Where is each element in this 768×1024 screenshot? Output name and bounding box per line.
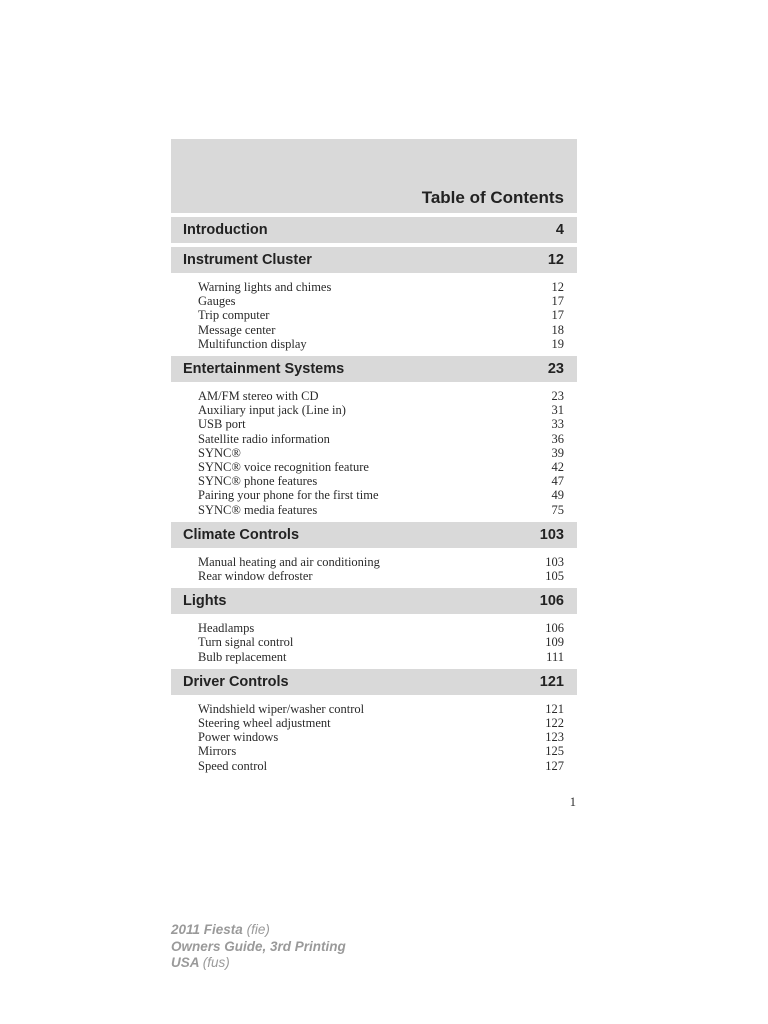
- entry-page: 31: [551, 403, 564, 418]
- entry-label: Turn signal control: [198, 635, 294, 650]
- section-title: Entertainment Systems: [183, 361, 345, 378]
- entry-label: Auxiliary input jack (Line in): [198, 403, 346, 418]
- section-page: 121: [539, 673, 564, 690]
- entry-page: 19: [551, 336, 564, 351]
- entry-label: Steering wheel adjustment: [198, 716, 331, 731]
- toc-entry[interactable]: [198, 432, 564, 446]
- entry-page: 127: [545, 758, 564, 773]
- entry-label: Pairing your phone for the first time: [198, 488, 379, 503]
- toc-entry[interactable]: [198, 280, 564, 294]
- entry-page: 111: [546, 649, 564, 664]
- footer-model: 2011 Fiesta: [171, 922, 243, 937]
- document-footer: [171, 922, 346, 972]
- toc-entry[interactable]: [198, 403, 564, 417]
- footer-line-model: [171, 922, 346, 939]
- entry-label: Mirrors: [198, 744, 237, 759]
- section-page: 12: [547, 252, 564, 268]
- entry-label: Headlamps: [198, 621, 255, 636]
- entry-label: SYNC® voice recognition feature: [198, 460, 369, 475]
- entry-page: 17: [551, 294, 564, 309]
- page-number: 1: [569, 795, 576, 809]
- entry-page: 122: [545, 716, 564, 731]
- toc-entry[interactable]: [198, 474, 564, 488]
- section-page: 23: [547, 361, 564, 378]
- toc-entry-list: [171, 618, 577, 669]
- entry-label: Message center: [198, 322, 276, 337]
- toc-entry-list: [171, 552, 577, 588]
- footer-model-code: (fie): [246, 922, 270, 937]
- entry-label: SYNC®: [198, 445, 241, 460]
- entry-page: 39: [551, 445, 564, 460]
- toc-section-header[interactable]: [171, 669, 577, 695]
- footer-line-region: [171, 955, 346, 972]
- section-page: 4: [555, 222, 564, 238]
- entry-label: Multifunction display: [198, 336, 307, 351]
- footer-region-code: (fus): [202, 955, 230, 970]
- entry-label: Bulb replacement: [198, 649, 287, 664]
- entry-label: Windshield wiper/washer control: [198, 701, 365, 716]
- toc-entry[interactable]: [198, 389, 564, 403]
- toc-header-band: [171, 139, 577, 213]
- toc-entry[interactable]: [198, 621, 564, 635]
- footer-line-guide: [171, 939, 346, 956]
- section-title: Driver Controls: [183, 673, 289, 690]
- entry-label: SYNC® media features: [198, 502, 318, 517]
- entry-page: 23: [551, 389, 564, 404]
- toc-section-header[interactable]: [171, 356, 577, 382]
- entry-label: Trip computer: [198, 308, 270, 323]
- entry-page: 49: [551, 488, 564, 503]
- entry-label: AM/FM stereo with CD: [198, 389, 319, 404]
- entry-label: Warning lights and chimes: [198, 280, 332, 294]
- toc-entry-list: [171, 386, 577, 522]
- toc-section-header[interactable]: [171, 247, 577, 273]
- footer-guide: Owners Guide, 3rd Printing: [171, 938, 346, 954]
- entry-page: 121: [545, 701, 564, 716]
- toc-section-header[interactable]: [171, 217, 577, 243]
- section-title: Climate Controls: [183, 526, 300, 543]
- entry-page: 18: [551, 322, 564, 337]
- toc-entry[interactable]: [198, 323, 564, 337]
- toc-entry[interactable]: [198, 308, 564, 322]
- section-page: 106: [539, 593, 564, 610]
- entry-label: Speed control: [198, 758, 268, 773]
- entry-label: Rear window defroster: [198, 569, 313, 584]
- toc-entry[interactable]: [198, 337, 564, 351]
- entry-page: 36: [551, 431, 564, 446]
- entry-page: 17: [551, 308, 564, 323]
- toc-entry[interactable]: [198, 730, 564, 744]
- toc-entry[interactable]: [198, 460, 564, 474]
- entry-page: 75: [551, 502, 564, 517]
- entry-label: Satellite radio information: [198, 431, 330, 446]
- section-title: Lights: [183, 593, 227, 610]
- section-title: Instrument Cluster: [183, 252, 312, 268]
- toc-entry[interactable]: [198, 635, 564, 649]
- page-title: Table of Contents: [421, 188, 564, 207]
- entry-page: 103: [545, 554, 564, 569]
- toc-entry[interactable]: [198, 446, 564, 460]
- toc-entry[interactable]: [198, 716, 564, 730]
- entry-page: 12: [551, 280, 564, 294]
- entry-page: 47: [551, 474, 564, 489]
- entry-label: SYNC® phone features: [198, 474, 318, 489]
- entry-page: 33: [551, 417, 564, 432]
- toc-entry[interactable]: [198, 417, 564, 431]
- toc-entry-list: [171, 277, 577, 356]
- toc-entry[interactable]: [198, 555, 564, 569]
- table-of-contents: [171, 217, 577, 778]
- entry-page: 109: [545, 635, 564, 650]
- section-page: 103: [539, 526, 564, 543]
- footer-region: USA: [171, 955, 200, 970]
- entry-label: USB port: [198, 417, 246, 432]
- toc-entry[interactable]: [198, 702, 564, 716]
- toc-entry[interactable]: [198, 294, 564, 308]
- toc-entry[interactable]: [198, 569, 564, 583]
- toc-section-header[interactable]: [171, 522, 577, 548]
- entry-page: 42: [551, 460, 564, 475]
- entry-page: 123: [545, 730, 564, 745]
- entry-label: Manual heating and air conditioning: [198, 554, 380, 569]
- toc-entry[interactable]: [198, 759, 564, 773]
- toc-entry[interactable]: [198, 744, 564, 758]
- toc-entry[interactable]: [198, 650, 564, 664]
- toc-section-header[interactable]: [171, 588, 577, 614]
- entry-page: 106: [545, 621, 564, 636]
- entry-page: 105: [545, 569, 564, 584]
- entry-label: Gauges: [198, 294, 236, 309]
- toc-entry-list: [171, 699, 577, 778]
- entry-page: 125: [545, 744, 564, 759]
- toc-entry[interactable]: [198, 503, 564, 517]
- entry-label: Power windows: [198, 730, 279, 745]
- toc-entry[interactable]: [198, 488, 564, 502]
- section-title: Introduction: [183, 222, 268, 238]
